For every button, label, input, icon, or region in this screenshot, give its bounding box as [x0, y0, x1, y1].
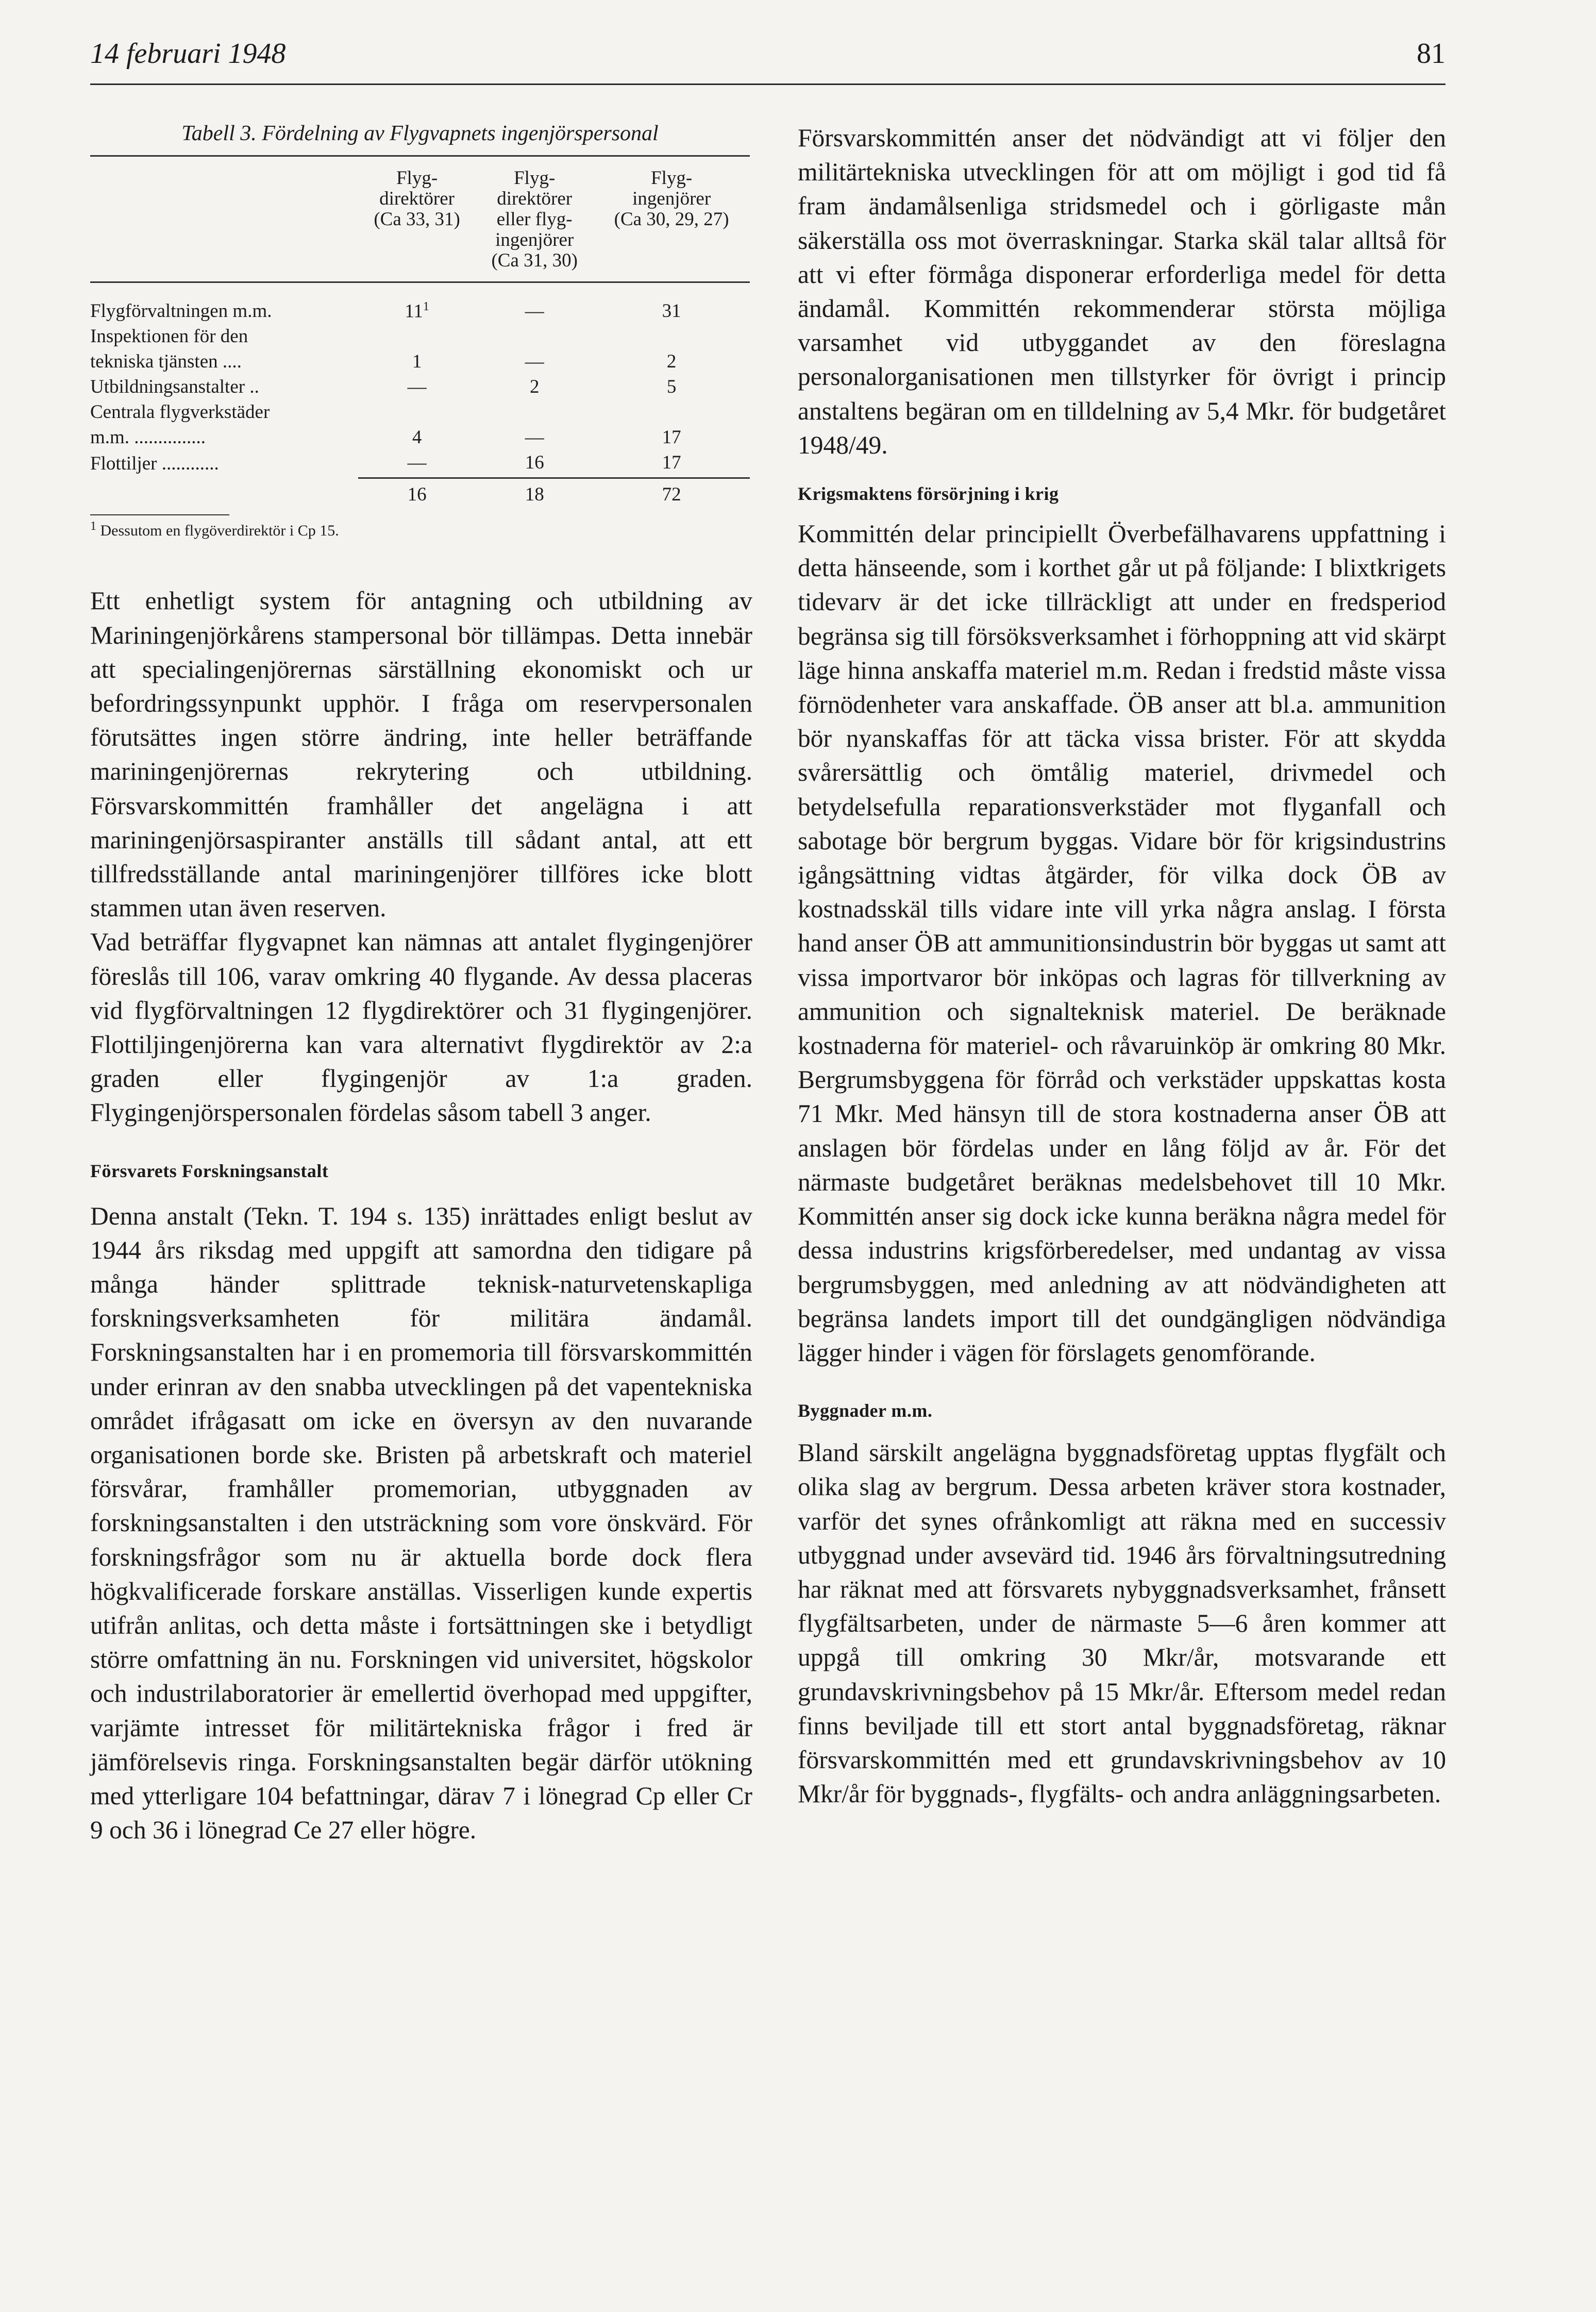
row-value-c3: 2 — [666, 351, 677, 373]
issue-date: 14 februari 1948 — [90, 38, 286, 70]
total-c3: 72 — [593, 478, 750, 508]
body-paragraph: Ett enhetligt system för antagning och utbildning av Mariningenjörkårens stampersonal bör tillämpas. Detta innebär att specialingenjörernas särställning ekonomiskt och ur befordringssynpunkt upphör. I fråga om reservpersonalen förutsättes ingen större ändring, inte heller beträffande mariningenjörernas rekrytering och utbildning. Försvarskommittén framhåller det angelägna i att mariningenjörsaspiranter anställs till sådant antal, att ett tillfredsställande antal mariningenjörer tillföres icke blott stammen utan även reserven. — [90, 587, 752, 923]
column-header-1 — [358, 156, 476, 282]
row-value-c2: — — [525, 351, 544, 373]
table-row — [90, 282, 750, 324]
table-row — [90, 324, 750, 349]
row-value-c1: — — [407, 452, 427, 474]
column-header-3 — [593, 156, 750, 282]
table-total-row — [90, 478, 750, 508]
row-label: Flottiljer ............ — [90, 453, 219, 474]
footnote-ref: 1 — [423, 300, 429, 313]
row-value-c1: 4 — [412, 427, 422, 448]
table-footnote: $^1$ Dessutom en flygöverdirektör i Cp 15. — [90, 520, 339, 540]
table-caption: Tabell 3. Fördelning av Flygvapnets ingenjörspersonal — [181, 122, 659, 145]
row-label: Inspektionen för den — [90, 326, 248, 347]
row-label: Flygförvaltningen m.m. — [90, 300, 272, 322]
section-heading-byggnader: Byggnader m.m. — [798, 1400, 933, 1421]
column-header-line: (Ca 30, 29, 27) — [614, 209, 729, 230]
row-value-c1: — — [407, 376, 427, 398]
table-row — [90, 450, 750, 478]
total-c1: 16 — [358, 478, 476, 508]
table-row — [90, 374, 750, 399]
section-heading-krig: Krigsmaktens försörjning i krig — [798, 483, 1059, 505]
page-header — [90, 37, 1446, 85]
page-number: 81 — [1417, 38, 1446, 70]
total-c2: 18 — [476, 478, 593, 508]
personnel-table — [90, 155, 750, 507]
table-row — [90, 349, 750, 374]
column-header-line: (Ca 31, 30) — [491, 250, 578, 271]
row-value-c3: 31 — [662, 300, 681, 322]
body-paragraph: Vad beträffar flygvapnet kan nämnas att antalet flygingenjörer föreslås till 106, varav omkring 40 flygande. Av dessa placeras vid flygförvaltningen 12 flygdirektörer och 31 flygingenjörer. Flottiljingenjörerna kan vara alternativt flygdirektör av 2:a graden eller flygingenjör av 1:a graden. Flygingenjörspersonalen fördelas såsom tabell 3 anger. — [90, 928, 752, 1127]
body-paragraph: Kommittén delar principiellt Överbefälhavarens uppfattning i detta hänseende, som i korthet går ut på följande: I blixtkrigets tidevarv är det icke tillräckligt att under en fredsperiod begränsa sig till försöksverksamhet i förhoppning att vid skärpt läge hinna anskaffa materiel m.m. Redan i fredstid måste vissa förnödenheter vara anskaffade. ÖB anser att bl.a. ammunition bör nyanskaffas för att täcka vissa brister. För att skydda svårersättlig och ömtålig materiel, drivmedel och betydelsefulla reparationsverkstäder mot flyganfall och sabotage bör bergrum byggas. Vidare bör för krigsindustrins igångsättning vidtas åtgärder, för vilka dock ÖB av kostnadsskäl tills vidare inte vill yrka några anslag. I första hand anser ÖB att ammunitionsindustrin bör byggas ut samt att vissa importvaror bör inköpas och lagras för tillverkning av ammunition och signalteknisk materiel. De beräknade kostnaderna för materiel- och råvaruinköp är omkring 80 Mkr. Bergrumsbyggena för förråd och verkstäder uppskattas kosta 71 Mkr. Med hänsyn till de stora kostnaderna anser ÖB att anslagen bör fördelas under en lång följd av år. För det närmaste budgetåret beräknas medelsbehovet till 10 Mkr. Kommittén anser sig dock icke kunna beräkna några medel för dessa industrins krigsförberedelser, med undantag av vissa bergrumsbyggen, med anledning av att nödvändigheten att begränsa landets import till det oundgängligen nödvändiga lägger hinder i vägen för förslagets genomförande. — [798, 520, 1446, 1367]
row-label-cont: m.m. ............... — [90, 427, 206, 448]
body-paragraph: Bland särskilt angelägna byggnadsföretag upptas flygfält och olika slag av bergrum. Dessa arbeten kräver stora kostnader, varför det synes ofrånkomligt att räkna med en successiv utbyggnad under avsevärd tid. 1946 års förvaltningsutredning har räknat med att försvarets nybyggnadsverksamhet, frånsett flygfältsarbeten, under de närmaste 5—6 åren kommer att uppgå till omkring 30 Mkr/år, motsvarande ett grundavskrivningsbehov på 15 Mkr/år. Eftersom medel redan finns beviljade till ett stort antal byggnadsföretag, räknar försvarskommittén med ett grundavskrivningsbehov av 10 Mkr/år för byggnads-, flygfälts- och andra anläggningsarbeten. — [798, 1438, 1446, 1808]
row-value-c2: 16 — [525, 452, 544, 474]
section-heading-forskningsanstalt: Försvarets Forskningsanstalt — [90, 1160, 329, 1181]
footnote-mark: 1 — [90, 520, 96, 533]
column-header-line: (Ca 33, 31) — [374, 209, 460, 230]
row-value-c3: 17 — [662, 427, 681, 448]
column-header-line: Flyg- — [651, 167, 693, 189]
column-header-line: direktörer — [497, 188, 573, 209]
table-row — [90, 399, 750, 425]
row-value-c2: — — [525, 300, 544, 322]
column-header-line: eller flyg- — [496, 209, 573, 230]
table-header-label — [90, 156, 358, 282]
body-paragraph: Denna anstalt (Tekn. T. 194 s. 135) inrättades enligt beslut av 1944 års riksdag med uppgift att samordna den tidigare på många händer splittrade teknisk-naturvetenskapliga forskningsverksamheten för militära ändamål. Forskningsanstalten har i en promemoria till försvarskommittén under erinran av den snabba utvecklingen på det vapentekniska området ifrågasatt om icke en översyn av den nuvarande organisationen borde ske. Bristen på arbetskraft och materiel försvårar, framhåller promemorian, utbyggnaden av forskningsanstalten i den utsträckning som vore önskvärd. För forskningsfrågor som nu är aktuella borde dock flera högkvalificerade forskare anställas. Visserligen kunde expertis utifrån anlitas, och detta måste i fortsättningen ske i betydligt större omfattning än nu. Forskningen vid universitet, högskolor och industrilaboratorier är emellertid överhopad med uppgifter, varjämte intresset för militärtekniska frågor i fred är jämförelsevis ringa. Forskningsanstalten begär därför utökning med ytterligare 104 befattningar, därav 7 i lönegrad Cp eller Cr 9 och 36 i lönegrad Ce 27 eller högre. — [90, 1201, 752, 1845]
row-value-c3: 5 — [666, 376, 677, 398]
table-row — [90, 425, 750, 450]
right-column — [798, 121, 1446, 1811]
column-header-line: Flyg- — [396, 167, 438, 189]
row-value-c2: 2 — [529, 376, 540, 398]
column-header-line: Flyg- — [514, 167, 556, 189]
row-value-c3: 17 — [662, 452, 681, 474]
column-header-line: ingenjörer — [495, 229, 574, 250]
row-value-c1: 1 — [412, 351, 422, 373]
column-header-line: ingenjörer — [632, 188, 711, 209]
footnote-divider — [90, 514, 229, 515]
row-value-c2: — — [525, 427, 544, 448]
left-column — [90, 121, 752, 1847]
row-label: Utbildningsanstalter .. — [90, 376, 259, 398]
row-label-cont: tekniska tjänsten .... — [90, 351, 242, 373]
row-label: Centrala flygverkstäder — [90, 401, 270, 423]
column-header-line: direktörer — [379, 188, 455, 209]
row-value-c1: $11^1$ — [405, 300, 429, 322]
table-header-row — [90, 156, 750, 282]
column-header-2 — [476, 156, 593, 282]
body-paragraph: Försvarskommittén anser det nödvändigt att vi följer den militärtekniska utvecklingen för att om möjligt i god tid få fram ändamålsenliga stridsmedel och i görligaste mån säkerställa oss mot överraskningar. Starka skäl talar alltså för att vi efter förmåga disponerar erforderliga medel för detta ändamål. Kommittén rekommenderar största möjliga varsamhet vid utbyggandet av den föreslagna personalorganisationen men tillstyrker för övrigt i princip anstaltens begäran om en tilldelning av 5,4 Mkr. för budgetåret 1948/49. — [798, 124, 1446, 459]
